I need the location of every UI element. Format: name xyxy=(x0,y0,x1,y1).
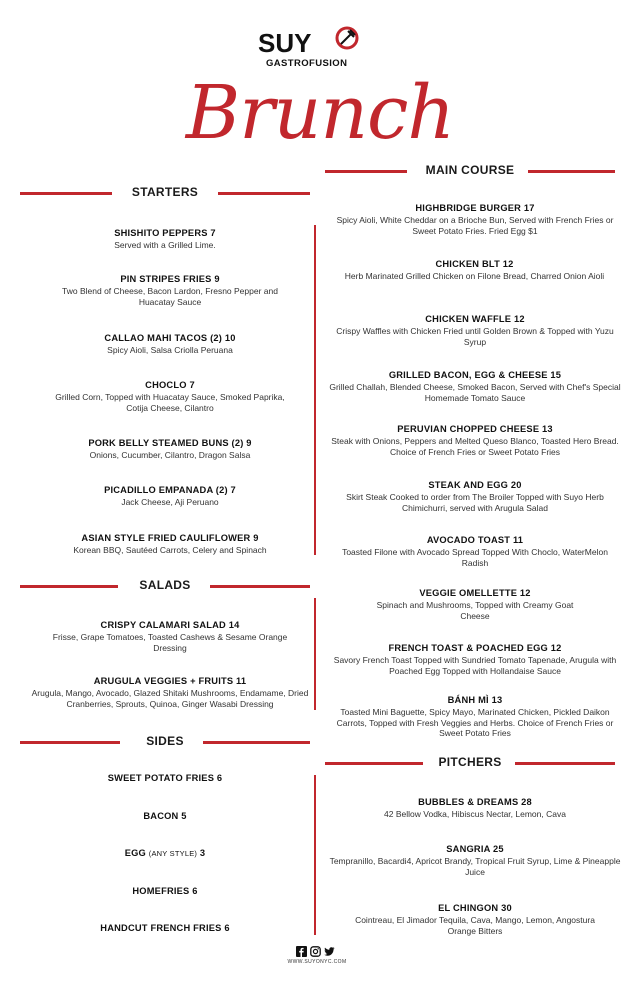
item-name: BÁNH MÌ 13 xyxy=(447,695,503,705)
social-icons xyxy=(296,944,340,956)
menu-item xyxy=(335,314,615,347)
salads-header xyxy=(20,578,310,594)
starters-header xyxy=(20,185,310,201)
menu-item xyxy=(365,588,585,621)
item-name: BUBBLES & DREAMS 28 xyxy=(418,797,532,807)
menu-item xyxy=(330,480,620,513)
item-desc: Arugula, Mango, Avocado, Glazed Shitaki Mushrooms, Endamame, Dried Cranberries, Sprouts, Quinoa, Ginger Wasabi Dressing xyxy=(31,688,309,709)
item-name: HANDCUT FRENCH FRIES 6 xyxy=(100,923,230,933)
menu-item xyxy=(332,259,617,282)
item-name: AVOCADO TOAST 11 xyxy=(426,535,524,545)
pitchers-header xyxy=(325,755,615,771)
menu-item xyxy=(55,380,285,413)
item-desc: Spinach and Mushrooms, Topped with Creamy Goat Cheese xyxy=(376,600,574,621)
item-name: CRISPY CALAMARI SALAD 14 xyxy=(100,620,240,630)
menu-item xyxy=(326,424,624,457)
item-name: PICADILLO EMPANADA (2) 7 xyxy=(104,485,236,495)
sides-title: SIDES xyxy=(146,734,184,748)
menu-item xyxy=(50,438,290,461)
page-title: Brunch xyxy=(185,70,455,156)
menu-item xyxy=(330,695,620,739)
item-name: CHICKEN BLT 12 xyxy=(435,259,514,269)
item-desc: Onions, Cucumber, Cilantro, Dragon Salsa xyxy=(89,450,251,460)
menu-item xyxy=(25,676,315,709)
website-url[interactable]: WWW.SUYONYC.COM xyxy=(287,959,347,965)
main-course-header xyxy=(325,163,615,179)
item-desc: 42 Bellow Vodka, Hibiscus Nectar, Lemon, Cava xyxy=(384,809,566,819)
item-desc: Steak with Onions, Peppers and Melted Queso Blanco, Toasted Hero Bread. Choice of French Fries or Sweet Potato Fries xyxy=(331,436,619,457)
item-desc: Frisse, Grape Tomatoes, Toasted Cashews & Sesame Orange Dressing xyxy=(52,632,288,653)
brand-tagline: GASTROFUSION xyxy=(266,58,348,69)
item-desc: Toasted Mini Baguette, Spicy Mayo, Marinated Chicken, Pickled Daikon Carrots, Topped with Fresh Veggies and Herbs. Choice of French Fries or Sweet Potato Fries xyxy=(336,707,614,738)
item-name: CALLAO MAHI TACOS (2) 10 xyxy=(104,333,236,343)
item-desc: Herb Marinated Grilled Chicken on Filone Bread, Charred Onion Aioli xyxy=(344,271,605,281)
item-name: PERUVIAN CHOPPED CHEESE 13 xyxy=(397,424,553,434)
item-name xyxy=(50,848,280,859)
item-name: SWEET POTATO FRIES 6 xyxy=(107,773,223,783)
item-desc: Spicy Aioli, White Cheddar on a Brioche Bun, Served with French Fries or Sweet Potato Fries. Fried Egg $1 xyxy=(336,215,614,236)
menu-item xyxy=(326,370,624,403)
item-name: CHICKEN WAFFLE 12 xyxy=(425,314,525,324)
item-desc: Savory French Toast Topped with Sundried Tomato Tapenade, Arugula with Poached Egg Topped with Hollandaise Sauce xyxy=(333,655,617,676)
item-price: 3 xyxy=(199,848,206,858)
item-desc: Cointreau, El Jimador Tequila, Cava, Mango, Lemon, Angostura Orange Bitters xyxy=(355,915,595,936)
item-desc: Two Blend of Cheese, Bacon Lardon, Fresno Pepper and Huacatay Sauce xyxy=(62,286,278,307)
facebook-icon[interactable] xyxy=(296,944,307,955)
twitter-icon[interactable] xyxy=(324,944,335,955)
divider-starters xyxy=(314,225,316,555)
item-desc: Korean BBQ, Sautéed Carrots, Celery and Spinach xyxy=(73,545,267,555)
brand-name: SUY xyxy=(258,28,312,58)
item-desc: Grilled Challah, Blended Cheese, Smoked Bacon, Served with Chef's Special Homemade Tomato Sauce xyxy=(329,382,621,403)
menu-item xyxy=(45,533,295,556)
salads-title: SALADS xyxy=(139,578,191,592)
pitchers-title: PITCHERS xyxy=(438,755,502,769)
item-name: BACON 5 xyxy=(143,811,187,821)
item-name: VEGGIE OMELLETTE 12 xyxy=(419,588,531,598)
item-name: SANGRIA 25 xyxy=(446,844,504,854)
item-name: STEAK AND EGG 20 xyxy=(428,480,522,490)
item-name: HOMEFRIES 6 xyxy=(132,886,198,896)
menu-item xyxy=(50,773,280,784)
menu-item xyxy=(50,923,280,934)
menu-item xyxy=(50,274,290,307)
menu-item xyxy=(50,485,290,508)
item-desc: Served with a Grilled Lime. xyxy=(114,240,216,250)
item-name: ARUGULA VEGGIES + FRUITS 11 xyxy=(93,676,247,686)
menu-item xyxy=(50,333,290,356)
menu-item xyxy=(330,203,620,236)
item-desc: Grilled Corn, Topped with Huacatay Sauce, Smoked Paprika, Cotija Cheese, Cilantro xyxy=(55,392,285,413)
menu-item xyxy=(328,844,622,877)
item-desc: Jack Cheese, Aji Peruano xyxy=(121,497,219,507)
item-name-main: EGG xyxy=(124,848,146,858)
menu-item xyxy=(345,903,605,936)
menu-item xyxy=(340,797,610,820)
item-name: CHOCLO 7 xyxy=(145,380,195,390)
item-name: SHISHITO PEPPERS 7 xyxy=(114,228,216,238)
menu-item xyxy=(50,886,280,897)
item-name-note: (ANY STYLE) xyxy=(148,849,198,858)
item-desc: Toasted Filone with Avocado Spread Topped With Choclo, WaterMelon Radish xyxy=(342,547,608,568)
main-course-title: MAIN COURSE xyxy=(425,163,515,177)
menu-item xyxy=(330,643,620,676)
menu-item xyxy=(50,228,280,251)
fork-logo-icon xyxy=(335,26,359,50)
menu-item xyxy=(335,535,615,568)
item-name: PIN STRIPES FRIES 9 xyxy=(120,274,220,284)
divider-sides xyxy=(314,775,316,935)
item-name: HIGHBRIDGE BURGER 17 xyxy=(415,203,535,213)
menu-item xyxy=(50,848,280,859)
item-desc: Crispy Waffles with Chicken Fried until Golden Brown & Topped with Yuzu Syrup xyxy=(336,326,614,347)
item-name: ASIAN STYLE FRIED CAULIFLOWER 9 xyxy=(81,533,259,543)
item-name: PORK BELLY STEAMED BUNS (2) 9 xyxy=(88,438,252,448)
item-desc: Spicy Aioli, Salsa Criolla Peruana xyxy=(107,345,233,355)
item-name: EL CHINGON 30 xyxy=(438,903,512,913)
item-desc: Skirt Steak Cooked to order from The Broiler Topped with Suyo Herb Chimichurri, served with Arugula Salad xyxy=(346,492,604,513)
item-name: GRILLED BACON, EGG & CHEESE 15 xyxy=(388,370,562,380)
item-name: FRENCH TOAST & POACHED EGG 12 xyxy=(388,643,562,653)
menu-item xyxy=(50,811,280,822)
starters-title: STARTERS xyxy=(131,185,199,199)
sides-header xyxy=(20,734,310,750)
instagram-icon[interactable] xyxy=(310,944,321,955)
item-desc: Tempranillo, Bacardi4, Apricot Brandy, Tropical Fruit Syrup, Lime & Pineapple Juice xyxy=(329,856,621,877)
menu-item xyxy=(45,620,295,653)
